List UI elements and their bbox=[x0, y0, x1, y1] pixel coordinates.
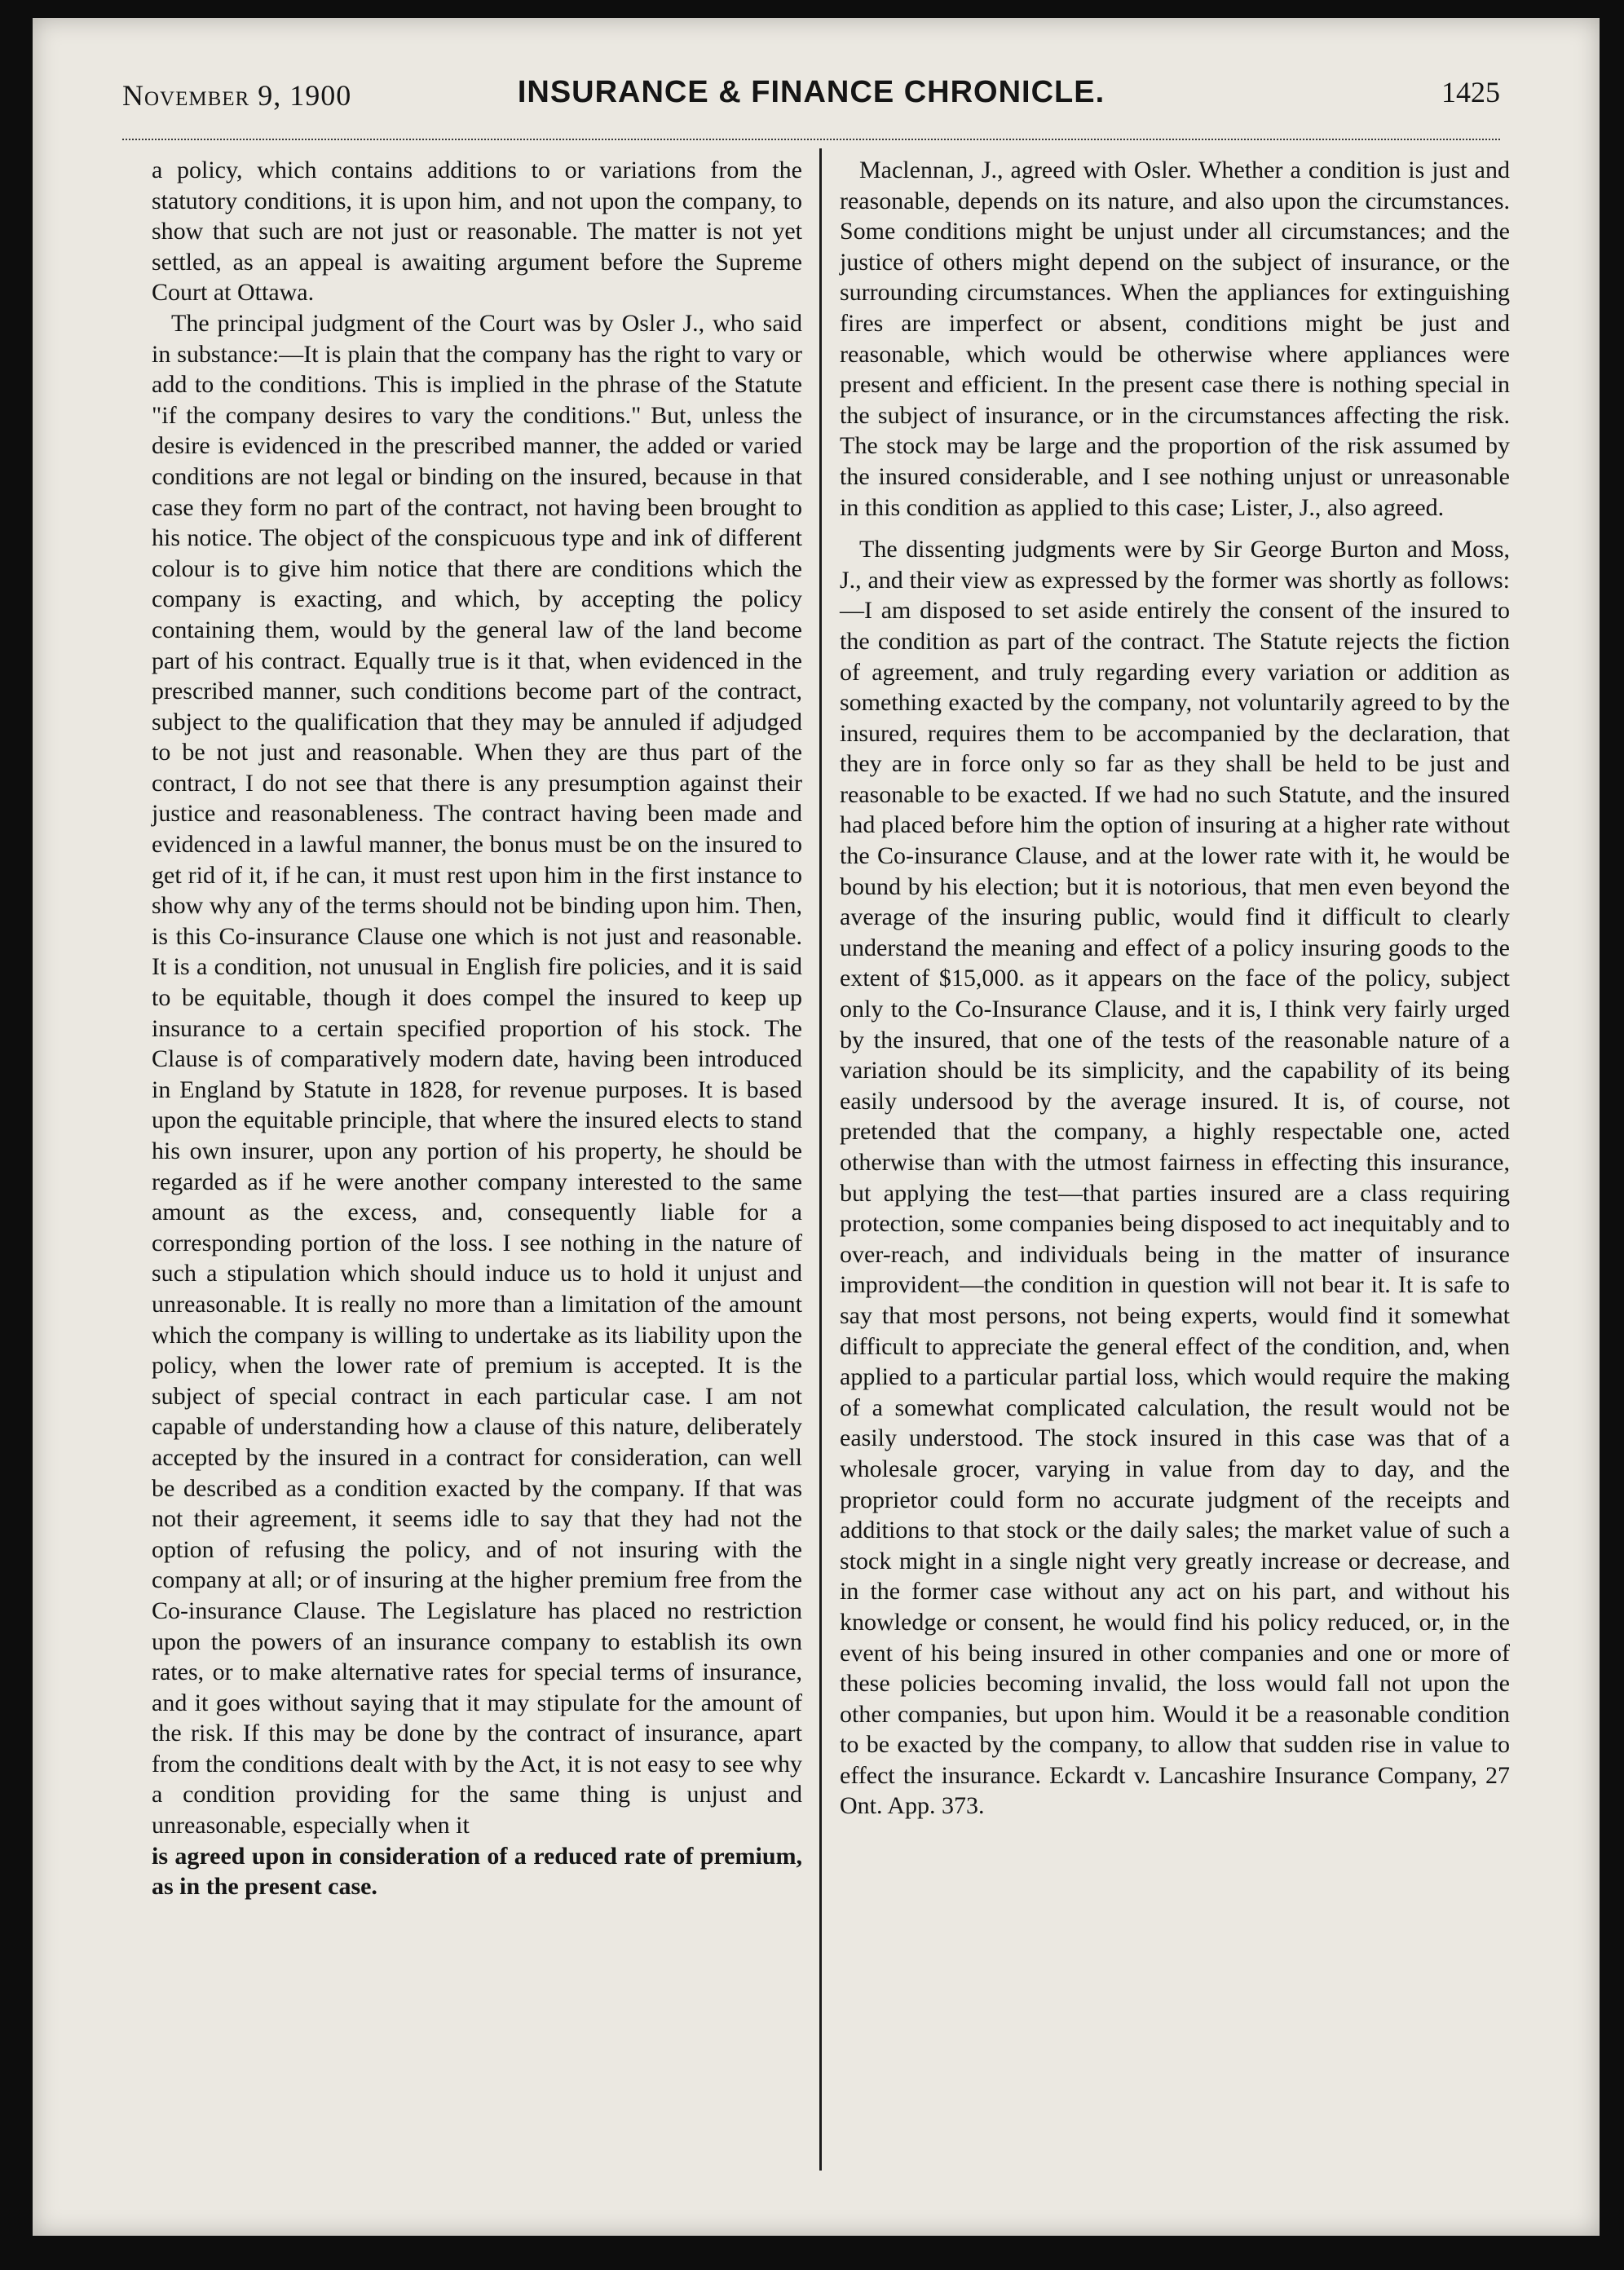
left-column bbox=[152, 155, 802, 1902]
article-paragraph: is agreed upon in consideration of a reduced rate of premium, as in the present case. bbox=[152, 1842, 802, 1901]
publication-title: INSURANCE & FINANCE CHRONICLE. bbox=[517, 75, 1105, 109]
right-column bbox=[840, 155, 1510, 1822]
column-divider bbox=[819, 148, 822, 2171]
article-paragraph: a policy, which contains additions to or variations from the statutory conditions, it is upon him, and not upon the company, to show that such are not just or reasonable. The matter is not yet settled, as an appeal is awaiting argument before the Supreme Court at Ottawa. bbox=[152, 157, 802, 307]
page-header bbox=[122, 64, 1500, 121]
article-paragraph: The principal judgment of the Court was by Osler J., who said in substance:—It is plain that the company has the right to vary or add to the conditions. This is implied in the phrase of the Statute "if the company desires to vary the conditions." But, unless the desire is evidenced in the prescribed manner, the added or varied conditions are not legal or binding on the insured, because in that case they form no part of the contract, not having been brought to his notice. The object of the conspicuous type and ink of different colour is to give him notice that there are conditions which the company is exacting, and which, by accepting the policy containing them, would by the general law of the land become part of his contract. Equally true is it that, when evidenced in the prescribed manner, such conditions become part of the contract, subject to the qualification that they may be annuled if adjudged to be not just and reasonable. When they are thus part of the contract, I do not see that there is any presumption against their justice and reasonableness. The contract having been made and evidenced in a lawful manner, the bonus must be on the insured to get rid of it, if he can, it must rest upon him in the first instance to show why any of the terms should not be binding upon him. Then, is this Co-insurance Clause one which is not just and reasonable. It is a condition, not unusual in English fire policies, and it is said to be equitable, though it does compel the insured to keep up insurance to a certain specified proportion of his stock. The Clause is of comparatively modern date, having been introduced in England by Statute in 1828, for revenue purposes. It is based upon the equitable principle, that where the insured elects to stand his own insurer, upon any portion of his property, he should be regarded as if he were another company interested to the same amount as the excess, and, consequently liable for a corresponding portion of the loss. I see nothing in the nature of such a stipulation which should induce us to hold it unjust and unreasonable. It is really no more than a limitation of the amount which the company is willing to undertake as its liability upon the policy, when the lower rate of premium is accepted. It is the subject of special contract in each particular case. I am not capable of understanding how a clause of this nature, deliberately accepted by the insured in a contract for consideration, can well be described as a condition exacted by the company. If that was not their agreement, it seems idle to say that they had not the option of refusing the policy, and of not insuring with the company at all; or of insuring at the higher premium free from the Co-insurance Clause. The Legislature has placed no restriction upon the powers of an insurance company to establish its own rates, or to make alternative rates for special terms of insurance, and it goes without saying that it may stipulate for the amount of the risk. If this may be done by the contract of insurance, apart from the conditions dealt with by the Act, it is not easy to see why a condition providing for the same thing is unjust and unreasonable, especially when it bbox=[152, 309, 802, 1839]
article-paragraph: Maclennan, J., agreed with Osler. Whether a condition is just and reasonable, depends on its nature, and also upon the circumstances. Some conditions might be unjust under all circumstances; and the justice of others might depend on the subject of insurance, or the surrounding circumstances. When the appliances for extinguishing fires are imperfect or absent, conditions might be just and reasonable, which would be otherwise where appliances were present and efficient. In the present case there is nothing special in the subject of insurance, or in the circumstances affecting the risk. The stock may be large and the proportion of the risk assumed by the insured considerable, and I see nothing unjust or unreasonable in this condition as applied to this case; Lister, J., also agreed. bbox=[840, 157, 1510, 521]
article-paragraph: The dissenting judgments were by Sir George Burton and Moss, J., and their view as expressed by the former was shortly as follows:—I am disposed to set aside entirely the consent of the insured to the condition as part of the contract. The Statute rejects the fiction of agreement, and truly regarding every variation or addition as something exacted by the company, not voluntarily agreed to by the insured, requires them to be accompanied by the declaration, that they are in force only so far as they shall be held to be just and reasonable to be exacted. If we had no such Statute, and the insured had placed before him the option of insuring at a higher rate without the Co-insurance Clause, and at the lower rate with it, he would be bound by his election; but it is notorious, that men even beyond the average of the insuring public, would find it difficult to clearly understand the meaning and effect of a policy insuring goods to the extent of $15,000. as it appears on the face of the policy, subject only to the Co-Insurance Clause, and it is, I think very fairly urged by the insured, that one of the tests of the reasonable nature of a variation should be its simplicity, and the capability of its being easily undersood by the average insured. It is, of course, not pretended that the company, a highly respectable one, acted otherwise than with the utmost fairness in effecting this insurance, but applying the test—that parties insured are a class requiring protection, some companies being disposed to act inequitably and to over-reach, and individuals being in the matter of insurance improvident—the condition in question will not bear it. It is safe to say that most persons, not being experts, would find it somewhat difficult to appreciate the general effect of the condition, and, when applied to a particular partial loss, which would require the making of a somewhat complicated calculation, the result would not be easily understood. The stock insured in this case was that of a wholesale grocer, varying in value from day to day, and the proprietor could form no accurate judgment of the receipts and additions to that stock or the daily sales; the market value of such a stock might in a single night very greatly increase or decrease, and in the former case without any act on his part, and without his knowledge or consent, he would find his policy reduced, or, in the event of his being insured in other companies and one or more of these policies becoming invalid, the loss would fall not upon the other companies, but upon him. Would it be a reasonable condition to be exacted by the company, to allow that sudden rise in value to effect the insurance. Eckardt v. Lancashire Insurance Company, 27 Ont. App. 373. bbox=[840, 536, 1510, 1820]
page-number: 1425 bbox=[1441, 76, 1500, 108]
header-rule bbox=[122, 139, 1500, 140]
issue-date: November 9, 1900 bbox=[122, 79, 352, 112]
